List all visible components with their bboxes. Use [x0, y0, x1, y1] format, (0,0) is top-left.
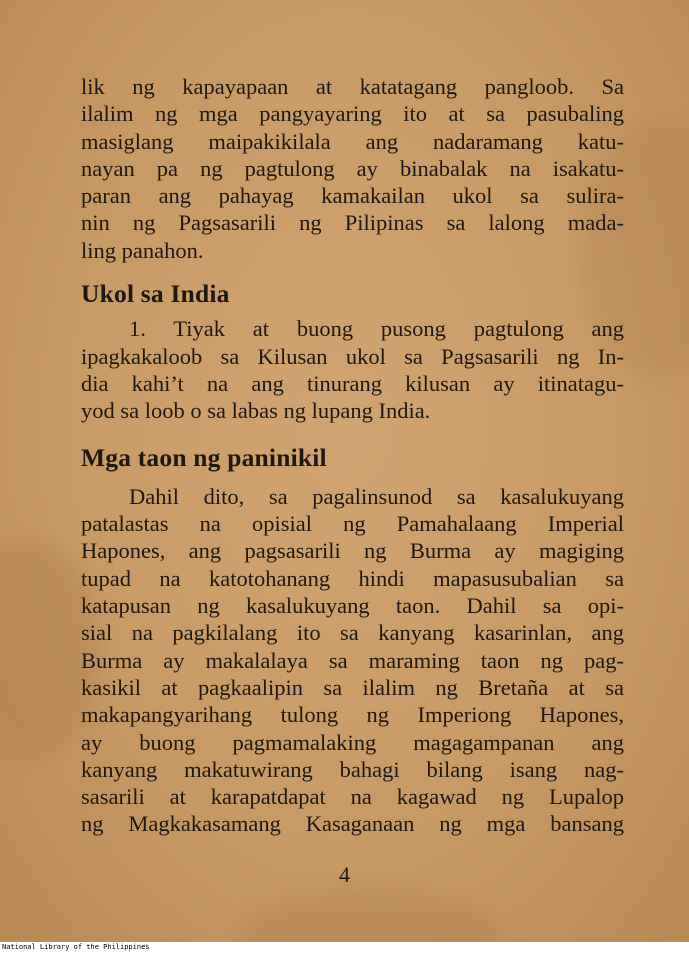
text-line: nin ng Pagsasarili ng Pilipinas sa lalong mada- [81, 210, 624, 236]
text-line: ay buong pagmamalaking magagampanan ang [81, 729, 624, 755]
text-line: yod sa loob o sa labas ng lupang India. [81, 398, 431, 424]
section-heading: Mga taon ng paninikil [81, 442, 327, 472]
section-heading: Ukol sa India [81, 279, 230, 309]
page-body [81, 73, 624, 838]
text-line: nayan pa ng pagtulong ay binabalak na isakatu- [81, 155, 624, 181]
text-line: ilalim ng mga pangyayaring ito at sa pasubaling [81, 101, 624, 127]
text-line: ling panahon. [81, 237, 204, 263]
text-line: ng Magkakasamang Kasaganaan ng mga bansang [81, 811, 624, 837]
text-line: kanyang makatuwirang bahagi bilang isang nag- [81, 756, 624, 782]
paper-stain [240, 890, 500, 942]
text-line: makapangyarihang tulong ng Imperiong Hapones, [81, 702, 624, 728]
text-line: sial na pagkilalang ito sa kanyang kasarinlan, ang [81, 620, 624, 646]
paragraph-1 [81, 73, 624, 264]
text-line: ipagkakaloob sa Kilusan ukol sa Pagsasarili ng In- [81, 343, 624, 369]
text-line: sasarili at karapatdapat na kagawad ng Lupalop [81, 784, 624, 810]
text-line: Dahil dito, sa pagalinsunod sa kasalukuyang [129, 483, 624, 509]
library-footer: National Library of the Philippines [2, 943, 150, 951]
text-line: tupad na katotohanang hindi mapasusubalian sa [81, 565, 624, 591]
text-line: dia kahi’t na ang tinurang kilusan ay itinatagu- [81, 370, 624, 396]
text-line: paran ang pahayag kamakailan ukol sa sulira- [81, 183, 624, 209]
text-line: katapusan ng kasalukuyang taon. Dahil sa opi- [81, 593, 624, 619]
paragraph-3 [81, 483, 624, 838]
text-line: patalastas na opisial ng Pamahalaang Imperial [81, 511, 624, 537]
paragraph-2 [81, 315, 624, 424]
page-number: 4 [339, 862, 350, 887]
text-line: kasikil at pagkaalipin sa ilalim ng Bretaña at sa [81, 674, 624, 700]
text-line: Burma ay makalalaya sa maraming taon ng pag- [81, 647, 624, 673]
text-line: Hapones, ang pagsasarili ng Burma ay magiging [81, 538, 624, 564]
text-line: masiglang maipakikilala ang nadaramang katu- [81, 128, 624, 154]
text-line: 1. Tiyak at buong pusong pagtulong ang [129, 316, 624, 342]
text-line: lik ng kapayapaan at katatagang pangloob. Sa [81, 74, 624, 99]
